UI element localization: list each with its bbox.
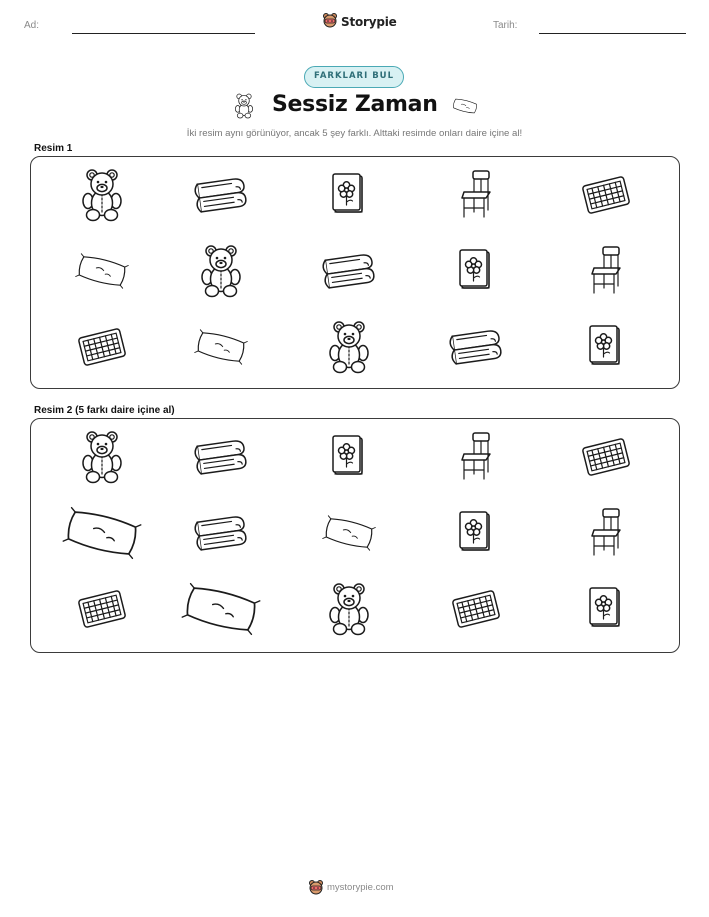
worksheet-header [0,0,709,50]
folded-blanket-icon [314,243,384,299]
chair-icon [571,243,641,299]
name-line[interactable] [72,33,255,34]
flower-book-icon[interactable] [571,581,641,637]
picture2-panel[interactable] [30,418,680,653]
date-label: Tarih: [493,20,518,31]
date-line[interactable] [539,33,686,34]
page-title: Sessiz Zaman [272,92,438,117]
picture1-label: Resim 1 [34,143,73,154]
waffle-mat-icon [67,319,137,375]
teddy-bear-icon [228,90,260,126]
folded-blanket-icon[interactable] [186,505,256,561]
picture1-panel [30,156,680,389]
chair-icon [441,167,511,223]
pillow-large-icon[interactable] [67,505,137,561]
flower-book-icon[interactable] [314,429,384,485]
title-row [0,92,709,124]
pillow-icon [186,319,256,375]
teddy-bear-icon [314,319,384,375]
pillow-large-icon[interactable] [186,581,256,637]
flower-book-icon [441,243,511,299]
storypie-bear-logo-icon [322,12,338,32]
pillow-icon [67,243,137,299]
instructions: İki resim aynı görünüyor, ancak 5 şey farklı. Alttaki resimde onları daire içine al! [186,128,523,139]
folded-blanket-icon [186,167,256,223]
brand-name: Storypie [341,15,397,29]
teddy-bear-icon[interactable] [67,429,137,485]
folded-blanket-icon[interactable] [186,429,256,485]
flower-book-icon[interactable] [441,505,511,561]
storypie-bear-logo-icon [308,879,324,899]
flower-book-icon [314,167,384,223]
chair-icon[interactable] [441,429,511,485]
waffle-mat-icon[interactable] [571,429,641,485]
flower-book-icon [571,319,641,375]
folded-blanket-icon [441,319,511,375]
chair-icon[interactable] [571,505,641,561]
brand-logo [322,12,397,32]
footer-url: mystorypie.com [327,882,394,893]
footer [0,879,709,899]
teddy-bear-icon [67,167,137,223]
picture2-label: Resim 2 (5 farkı daire içine al) [34,405,175,416]
activity-badge: FARKLARI BUL [304,66,404,88]
name-label: Ad: [24,20,40,31]
teddy-bear-icon[interactable] [314,581,384,637]
pillow-icon[interactable] [314,505,384,561]
teddy-bear-icon [186,243,256,299]
waffle-mat-icon[interactable] [441,581,511,637]
pillow-icon [449,93,481,123]
waffle-mat-icon[interactable] [67,581,137,637]
waffle-mat-icon [571,167,641,223]
